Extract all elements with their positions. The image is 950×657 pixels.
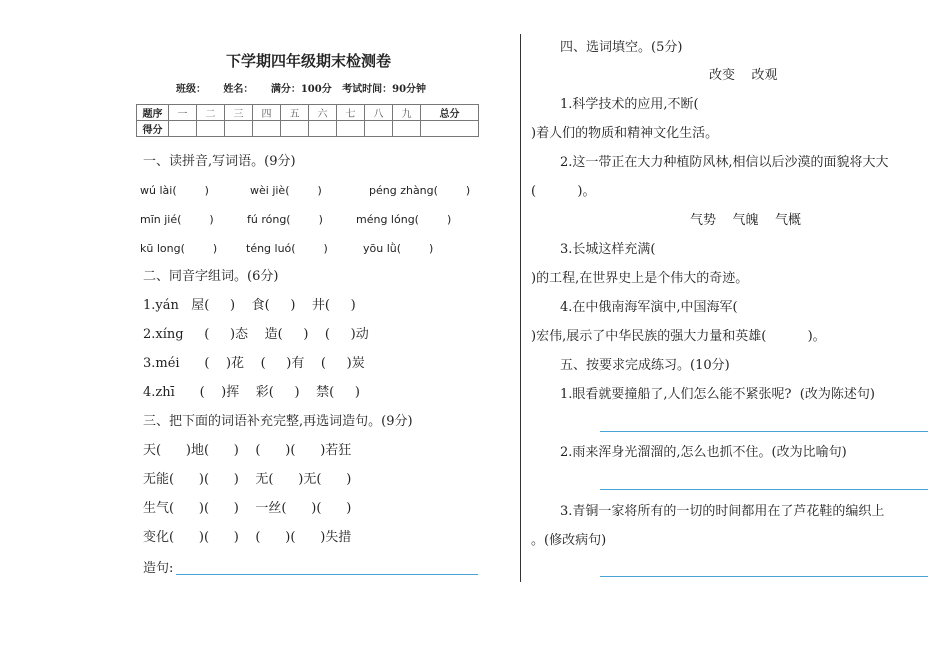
pinyin-item: kū long( ) bbox=[140, 242, 218, 255]
score-col: 九 bbox=[393, 105, 421, 121]
pinyin-item: fú róng( ) bbox=[247, 213, 323, 226]
score-col: 六 bbox=[309, 105, 337, 121]
score-row-label: 得分 bbox=[137, 121, 169, 137]
question-text: 4.在中俄南海军演中,中国海军( bbox=[560, 300, 738, 315]
answer-line[interactable] bbox=[600, 431, 928, 432]
score-col: 一 bbox=[169, 105, 197, 121]
score-col: 八 bbox=[365, 105, 393, 121]
idiom-row: 无能( )( ) 无( )无( ) bbox=[143, 472, 352, 487]
score-cell[interactable] bbox=[281, 121, 309, 137]
word-options: 改变 改观 bbox=[709, 68, 778, 83]
pinyin-item: péng zhàng( ) bbox=[369, 184, 471, 197]
pinyin-item: yōu lǜ( ) bbox=[363, 242, 434, 255]
section4-heading: 四、选词填空。(5分) bbox=[560, 40, 683, 55]
page-title: 下学期四年级期末检测卷 bbox=[226, 52, 392, 70]
question-text: 1.眼看就要撞船了,人们怎么能不紧张呢? (改为陈述句) bbox=[560, 387, 875, 402]
section5-heading: 五、按要求完成练习。(10分) bbox=[560, 358, 730, 373]
section1-heading: 一、读拼音,写词语。(9分) bbox=[143, 154, 296, 169]
score-cell[interactable] bbox=[225, 121, 253, 137]
question-text: ( )。 bbox=[531, 184, 596, 199]
exam-info: 班级： 姓名： 满分：100分 考试时间：90分钟 bbox=[176, 84, 427, 95]
question-text: 3.长城这样充满( bbox=[560, 242, 656, 257]
score-cell[interactable] bbox=[169, 121, 197, 137]
question-text: 3.青铜一家将所有的一切的时间都用在了芦花鞋的编织上 bbox=[560, 504, 885, 519]
answer-line[interactable] bbox=[600, 489, 928, 490]
question-text: 2.雨来浑身光溜溜的,怎么也抓不住。(改为比喻句) bbox=[560, 445, 847, 460]
pinyin-item: mīn jié( ) bbox=[140, 213, 214, 226]
pinyin-item: méng lóng( ) bbox=[356, 213, 452, 226]
score-cell[interactable] bbox=[309, 121, 337, 137]
score-table bbox=[136, 104, 479, 137]
question-text: 。(修改病句) bbox=[531, 533, 607, 548]
sentence-label: 造句: bbox=[143, 561, 174, 576]
homophone-row: 3.méi ( )花 ( )有 ( )炭 bbox=[143, 356, 365, 371]
score-cell[interactable] bbox=[421, 121, 479, 137]
sentence-answer-line[interactable] bbox=[176, 574, 478, 575]
score-table-score-row bbox=[137, 121, 479, 137]
score-total-label: 总分 bbox=[421, 105, 479, 121]
pinyin-item: wú lài( ) bbox=[140, 184, 209, 197]
question-text: )的工程,在世界史上是个伟大的奇迹。 bbox=[531, 271, 749, 286]
question-text: 2.这一带正在大力种植防风林,相信以后沙漠的面貌将大大 bbox=[560, 155, 889, 170]
section2-heading: 二、同音字组词。(6分) bbox=[143, 269, 279, 284]
score-row-label: 题序 bbox=[137, 105, 169, 121]
answer-line[interactable] bbox=[600, 576, 928, 577]
question-text: )着人们的物质和精神文化生活。 bbox=[531, 126, 719, 141]
section3-heading: 三、把下面的词语补充完整,再选词造句。(9分) bbox=[143, 414, 413, 429]
idiom-row: 天( )地( ) ( )( )若狂 bbox=[143, 443, 352, 458]
pinyin-item: wèi jiè( ) bbox=[250, 184, 322, 197]
pinyin-item: téng luó( ) bbox=[246, 242, 328, 255]
score-col: 七 bbox=[337, 105, 365, 121]
score-col: 五 bbox=[281, 105, 309, 121]
homophone-row: 4.zhī ( )挥 彩( ) 禁( ) bbox=[143, 385, 360, 400]
score-cell[interactable] bbox=[253, 121, 281, 137]
homophone-row: 1.yán 屋( ) 食( ) 井( ) bbox=[143, 298, 356, 313]
score-cell[interactable] bbox=[197, 121, 225, 137]
score-col: 三 bbox=[225, 105, 253, 121]
score-cell[interactable] bbox=[365, 121, 393, 137]
score-col: 二 bbox=[197, 105, 225, 121]
word-options: 气势 气魄 气概 bbox=[690, 213, 802, 228]
idiom-row: 生气( )( ) 一丝( )( ) bbox=[143, 501, 352, 516]
idiom-row: 变化( )( ) ( )( )失措 bbox=[143, 530, 352, 545]
homophone-row: 2.xíng ( )态 造( ) ( )动 bbox=[143, 327, 369, 342]
score-table-header-row bbox=[137, 105, 479, 121]
question-text: 1.科学技术的应用,不断( bbox=[560, 97, 699, 112]
score-col: 四 bbox=[253, 105, 281, 121]
score-cell[interactable] bbox=[393, 121, 421, 137]
question-text: )宏伟,展示了中华民族的强大力量和英雄( )。 bbox=[531, 329, 826, 344]
column-divider bbox=[520, 34, 521, 582]
score-cell[interactable] bbox=[337, 121, 365, 137]
